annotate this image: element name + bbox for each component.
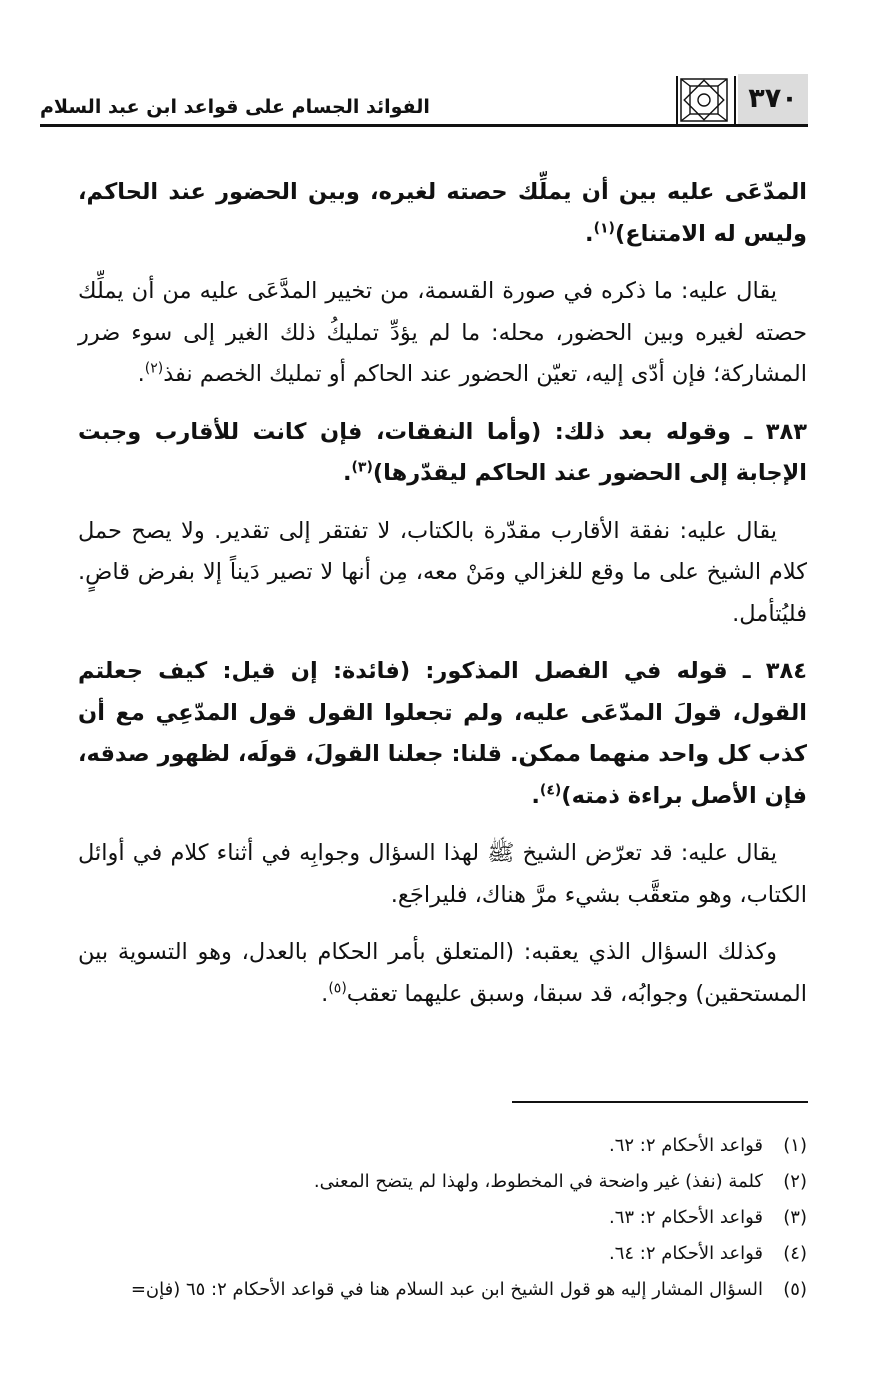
paragraph bbox=[78, 651, 807, 817]
geometric-star-ornament-icon bbox=[676, 76, 736, 124]
paragraph bbox=[78, 511, 807, 636]
book-title: الفوائد الجسام على قواعد ابن عبد السلام bbox=[40, 96, 430, 118]
paragraph bbox=[78, 412, 807, 495]
paragraph-text: المدّعَى عليه بين أن يملِّك حصته لغيره، وبين الحضور عند الحاكم، وليس له الامتناع) bbox=[78, 179, 807, 247]
paragraph bbox=[78, 932, 807, 1015]
footnote-ref[interactable]: (٢) bbox=[144, 360, 164, 377]
paragraph-text: يقال عليه: نفقة الأقارب مقدّرة بالكتاب، لا تفتقر إلى تقدير. ولا يصح حمل كلام الشيخ على ما وقع للغزالي ومَنْ معه، مِن أنها لا تصير دَيناً إلا بفرض قاضٍ. فليُتأمل. bbox=[78, 517, 807, 627]
running-header bbox=[40, 74, 808, 130]
sentence-end: . bbox=[585, 220, 594, 247]
sentence-end: . bbox=[321, 980, 329, 1007]
footnote-number: (٣) bbox=[783, 1207, 807, 1228]
footnote-ref[interactable]: (٥) bbox=[328, 980, 347, 996]
sentence-end: . bbox=[342, 460, 352, 486]
footnote-number: (٤) bbox=[783, 1243, 807, 1264]
footnote-ref[interactable]: (٤) bbox=[539, 782, 562, 798]
paragraph bbox=[78, 833, 807, 916]
main-text bbox=[78, 172, 807, 1031]
footnote-text: السؤال المشار إليه هو قول الشيخ ابن عبد السلام هنا في قواعد الأحكام ٢: ٦٥ (فإن= bbox=[130, 1279, 763, 1300]
paragraph bbox=[78, 271, 807, 396]
paragraph-text: يقال عليه: ما ذكره في صورة القسمة، من تخيير المدَّعَى عليه من أن يملِّك حصته لغيره وبين الحضور، محله: ما لم يؤدِّ تمليكُ ذلك الغير إلى سوء ضرر المشاركة؛ فإن أدّى إليه، تعيّن الحضور عند الحاكم أو تمليك الخصم نفذ bbox=[78, 278, 807, 387]
footnote-number: (١) bbox=[783, 1135, 807, 1156]
footnote-separator bbox=[512, 1101, 808, 1103]
header-rule bbox=[40, 124, 808, 127]
paragraph bbox=[78, 172, 807, 255]
page-number: ٣٧٠ bbox=[738, 74, 808, 124]
footnote-text: قواعد الأحكام ٢: ٦٣. bbox=[608, 1207, 763, 1228]
paragraph-text: ٣٨٣ ـ وقوله بعد ذلك: (وأما النفقات، فإن كانت للأقارب وجبت الإجابة إلى الحضور عند الحاكم ليقدّرها) bbox=[78, 418, 807, 486]
sentence-end: . bbox=[137, 361, 145, 387]
footnote bbox=[50, 1272, 807, 1308]
sentence-end: . bbox=[531, 782, 540, 809]
footnote-text: كلمة (نفذ) غير واضحة في المخطوط، ولهذا لم يتضح المعنى. bbox=[313, 1171, 763, 1192]
paragraph-text: يقال عليه: قد تعرّض الشيخ ﷺ لهذا السؤال وجوابِه في أثناء كلام في أوائل الكتاب، وهو متعقَّب بشيء مرَّ هناك، فليراجَع. bbox=[78, 840, 807, 908]
footnote-ref[interactable]: (١) bbox=[593, 220, 615, 236]
footnote bbox=[50, 1236, 807, 1272]
footnote-ref[interactable]: (٣) bbox=[351, 459, 373, 476]
footnote bbox=[50, 1128, 807, 1164]
footnote-text: قواعد الأحكام ٢: ٦٢. bbox=[608, 1135, 763, 1156]
paragraph-text: وكذلك السؤال الذي يعقبه: (المتعلق بأمر الحكام بالعدل، وهو التسوية بين المستحقين) وجوابُه، قد سبقا، وسبق عليهما تعقب bbox=[78, 939, 807, 1007]
footnote bbox=[50, 1164, 807, 1200]
footnote bbox=[50, 1200, 807, 1236]
paragraph-text: ٣٨٤ ـ قوله في الفصل المذكور: (فائدة: إن قيل: كيف جعلتم القول، قولَ المدّعَى عليه، ولم تجعلوا القول قول المدّعِي مع أن كذب كل واحد منهما ممكن. قلنا: جعلنا القولَ، قولَه، لظهور صدقه، فإن الأصل براءة ذمته) bbox=[78, 658, 807, 809]
footnote-number: (٥) bbox=[783, 1279, 807, 1300]
footnote-number: (٢) bbox=[783, 1171, 807, 1192]
footnotes bbox=[50, 1128, 807, 1308]
footnote-text: قواعد الأحكام ٢: ٦٤. bbox=[608, 1243, 763, 1264]
